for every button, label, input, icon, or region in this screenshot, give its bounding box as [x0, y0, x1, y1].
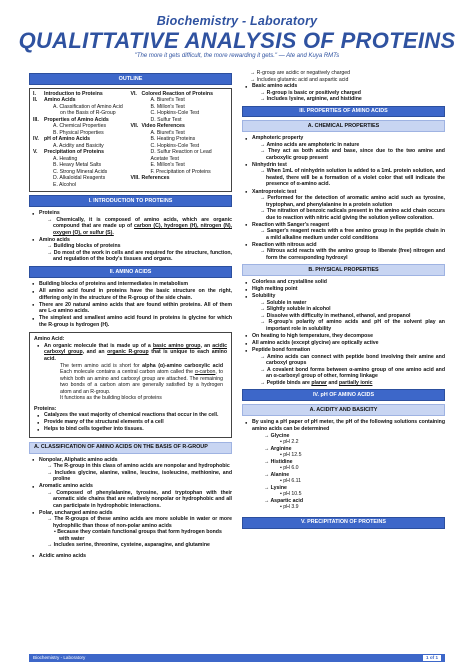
list-item: ● Catalyzes the vast majority of chemical reactions that occur in the cell. [37, 412, 227, 419]
text-underlined: planar [311, 379, 327, 386]
sanger-label: Reaction with Sanger's reagent [252, 221, 330, 228]
point: → Soluble in water [252, 300, 445, 307]
list-item [37, 343, 227, 363]
list-item: ● Helps to bind cells together into tissues. [37, 426, 227, 433]
ph-values [242, 433, 445, 511]
physical-list [242, 279, 445, 386]
outline-title: Introduction to Proteins [44, 90, 103, 97]
point: → The R-group in this class of amino acids are nonpolar and hydrophobic [39, 463, 232, 470]
outline-title: References [141, 175, 170, 182]
amino-acid-definition-box [29, 332, 232, 437]
outline-subitem: E. Alcohol [53, 181, 77, 188]
point: → Composed of phenylalanine, tyrosine, and tryptophan with their aromatic side chains that are relatively nonpolar or hydrophobic and all can participate in hydrophobic interactions. [39, 490, 232, 510]
section-heading-precipitation: V. PRECIPITATION OF PROTEINS [242, 517, 445, 529]
outline-number: VIII. [130, 175, 140, 182]
section-heading-intro: I. INTRODUCTION TO PROTEINS [29, 195, 232, 207]
outline-box [29, 88, 232, 193]
subject-title: Biochemistry - Laboratory [156, 14, 318, 28]
outline-subitem: C. Hopkins-Cole Test [150, 110, 200, 117]
outline-number: II. [33, 97, 38, 104]
ph-amino-acid: → Glycine [242, 433, 445, 440]
header-quote: "The more it gets difficult, the more rewarding it gets." — Ate and Kuya RMTs [134, 52, 340, 59]
amino-acids-point: → Do most of the work in cells and are required for the structure, function, and regulation of the body's tissues and organs. [39, 250, 232, 263]
section-heading-amino-acids: II. AMINO ACIDS [29, 266, 232, 278]
text-bold: 20 natural amino acids [65, 301, 123, 308]
ph-amino-acid: → Lysine [242, 485, 445, 492]
xantroproteic-label: Xantroproteic test [252, 188, 297, 195]
point: → When 1mL of ninhydrin solution is added to a 1mL protein solution, and heated, there will be a formation of a violet color that will indicate the presence of α-amino acid. [252, 168, 445, 188]
outline-heading: OUTLINE [29, 73, 232, 85]
amino-acids-label: Amino acids [39, 236, 70, 243]
text-bold: glycine [188, 315, 207, 322]
text: , to which both an amino and carboxyl group are attached. The remaining two bonds of a carbon atom are generally satisfied by a hydrogen atom and an R-group. [60, 369, 223, 395]
page-number: 1 of 1 [423, 655, 441, 661]
outline-subitem: D. Sulfur Test [150, 116, 182, 123]
outline-subitem: A. Biuret's Test [150, 97, 185, 104]
outline-title: Colored Reaction of Proteins [141, 90, 213, 97]
list-item: ● On heating to high temperature, they decompose [245, 333, 445, 340]
right-column [242, 70, 445, 560]
list-item [245, 189, 445, 222]
ph-amino-acid: → Alanine [242, 472, 445, 479]
outline-number: IV. [33, 136, 39, 143]
ph-amino-acid: → Arginine [242, 446, 445, 453]
outline-subitem: A. Heating [53, 155, 78, 162]
outline-subitem: A. Acidity and Basicity [53, 142, 104, 149]
proteins-label: Proteins [39, 210, 60, 217]
text-bold: alpha (α)-amino carboxylic acid [142, 362, 223, 369]
point: → Dissolve with difficulty in methanol, ethanol, and propanol [252, 313, 445, 320]
text: The simplest and smallest amino acid found in proteins is [39, 315, 189, 322]
text-underlined: partially ionic [339, 379, 373, 386]
nonpolar-label: Nonpolar, Aliphatic amino acids [39, 456, 118, 463]
point [252, 380, 445, 387]
text-underlined: α-carbon [194, 369, 216, 376]
point: → Amino acids are amphoteric in nature [252, 142, 445, 149]
outline-subitem: B. Heating Proteins [150, 136, 196, 143]
point: → Nitrous acid reacts with the amino group to liberate (free) nitrogen and form the corresponding hydroxyl [252, 248, 445, 261]
acidic-label: Acidic amino acids [39, 552, 86, 559]
sub-point: ▪ Because they contain functional groups that form hydrogen bonds with water [39, 529, 232, 542]
polar-label: Polar, uncharged amino acids [39, 509, 113, 516]
point: → Amino acids can connect with peptide bond involving their amine and carboxyl groups [252, 354, 445, 367]
outline-subitem: E. Millon's Test [150, 162, 185, 169]
box-proteins-title: Proteins: [34, 405, 57, 412]
ph-amino-acid: → Aspartic acid [242, 498, 445, 505]
outline-subitem: on the Basis of R-Group [60, 110, 116, 117]
basic-list [242, 83, 445, 103]
outline-title: Video References [141, 123, 185, 130]
point: → R-group is basic or positively charged [252, 90, 445, 97]
proteins-definition [39, 217, 232, 237]
point: → Sanger's reagent reacts with a free amino group in the peptide chain in a mild alkaline medium under cold conditions [252, 228, 445, 241]
text-underlined: organic R-group [107, 349, 149, 356]
text: , and an [82, 349, 108, 356]
amphoteric-label: Amphoteric property [252, 135, 304, 142]
peptide-label: Peptide bond formation [252, 347, 311, 354]
list-item: ● Provide many of the structural elements of a cell [37, 419, 227, 426]
subsection-heading-physical: B. PHYSICAL PROPERTIES [242, 264, 445, 276]
outline-title: Amino Acids [44, 97, 76, 104]
proteins-elements: carbon (C), hydrogen (H), nitrogen (N), oxygen (O), or sulfur (S). [53, 223, 232, 236]
text: for which the R-group is hydrogen (H). [39, 315, 232, 328]
outline-subitem: A. Chemical Properties [53, 123, 107, 130]
text: that are found within proteins. All of them are [39, 301, 232, 315]
text: An organic molecule that is made up of a [44, 342, 153, 349]
list-item [32, 315, 232, 328]
list-item [32, 483, 232, 509]
list-item [32, 510, 232, 549]
point: → Includes lysine, arginine, and histidine [252, 96, 445, 103]
outline-subitem: A. Biuret's Test [150, 129, 185, 136]
list-item [245, 135, 445, 161]
list-item: ● All amino acids (except glycine) are optically active [245, 340, 445, 347]
section-heading-classification: A. CLASSIFICATION OF AMINO ACIDS ON THE BASIS OF R-GROUP [29, 442, 232, 454]
outline-subitem: C. Strong Mineral Acids [53, 168, 108, 175]
page-title: QUALITTATIVE ANALYSIS OF PROTEINS [18, 27, 456, 53]
text: Peptide binds are [266, 379, 312, 386]
point: → Includes glycine, alanine, valine, leucine, isoleucine, methionine, and proline [39, 470, 232, 483]
outline-right-column [131, 91, 229, 189]
list-item [32, 553, 232, 560]
text: There are [39, 301, 66, 308]
outline-subitem: D. Sulfur Reaction or Lead Acetate Test [150, 149, 212, 162]
amino-acids-list [29, 281, 232, 328]
chemical-list [242, 135, 445, 261]
outline-subitem: A. Classification of Amino Acid [53, 103, 123, 110]
ninhydrin-label: Ninhydrin test [252, 161, 287, 168]
box-paragraph [34, 363, 227, 396]
point: → R-group are acidic or negatively charged [242, 70, 445, 77]
list-item [245, 162, 445, 188]
outline-number: V. [33, 149, 38, 156]
outline-title: Properties of Amino Acids [44, 116, 109, 123]
list-item [32, 237, 232, 263]
ph-value: ▪ pH 2.2 [280, 439, 299, 446]
list-item [32, 210, 232, 236]
footer-left-text: Biochemistry - Laboratory [33, 655, 86, 661]
list-item [245, 242, 445, 262]
two-column-body [29, 70, 445, 560]
point: → They act as both acids and base, since due to the two amine and carboxylic group present [252, 148, 445, 161]
subsection-heading-acidity: A. ACIDITY AND BASICITY [242, 404, 445, 416]
ph-amino-acid: → Histidine [242, 459, 445, 466]
ph-list [242, 419, 445, 432]
list-item: ● Colorless and crystalline solid [245, 279, 445, 286]
ph-value: ▪ pH 12.5 [280, 452, 302, 459]
outline-subitem: B. Millon's Test [150, 103, 185, 110]
text: that is unique to each amino acid. [44, 349, 227, 362]
subsection-heading-chemical: A. CHEMICAL PROPERTIES [242, 120, 445, 132]
basic-label: Basic amino acids [252, 83, 298, 89]
text: and [326, 379, 340, 386]
point: → The nitration of benzoic radicals present in the amino acid chain occurs due to reaction with nitric acid giving the solution yellow coloration. [252, 208, 445, 221]
outline-number: I. [33, 90, 36, 97]
text: The term amino acid is short for [60, 362, 143, 369]
box-paragraph: It functions as the building blocks of proteins [60, 395, 162, 402]
intro-list [29, 210, 232, 263]
outline-subitem: D. Alkaloidal Reagents [53, 175, 106, 182]
list-item [245, 83, 445, 103]
list-item [245, 293, 445, 332]
point: → Includes glutamic acid and aspartic acid [242, 77, 445, 84]
list-item: ● By using a pH paper of pH meter, the pH of the following solutions containing amino acids can be determined [245, 419, 445, 432]
outline-subitem: C. Hopkins-Cole Test [150, 142, 200, 149]
point: → A covalent bond forms between α-amino group of one amino acid and an α-carboxyl group of other, forming linkage [252, 367, 445, 380]
point: → Slightly soluble in alcohol [252, 306, 445, 313]
outline-number: III. [33, 116, 39, 123]
text: Each molecule contains a central carbon atom called the [60, 369, 195, 376]
list-item: ● High melting point [245, 286, 445, 293]
text-bold: L-α amino acids. [48, 308, 90, 315]
text: , an [200, 342, 213, 349]
section-heading-ph: IV. pH OF AMINO ACIDS [242, 389, 445, 401]
ph-value: ▪ pH 6.0 [280, 465, 299, 472]
list-item [32, 302, 232, 315]
box-proteins-list [34, 412, 227, 433]
outline-number: VI. [130, 90, 137, 97]
list-item: ● Building blocks of proteins and intermediates in metabolism [32, 281, 232, 288]
page-footer [29, 654, 445, 662]
ph-value: ▪ pH 10.5 [280, 491, 302, 498]
section-heading-properties: III. PROPERTIES OF AMINO ACIDS [242, 106, 445, 118]
point: → R-group's polarity of amino acids and pH of the solvent play an important role in solubility [252, 319, 445, 332]
outline-title: Precipitation of Proteins [44, 149, 104, 156]
outline-title: pH of Amino Acids [44, 136, 91, 143]
left-column [29, 70, 232, 560]
list-item: ● All amino acid found in proteins have the basic structure on the right, differing only in the structure of the R-group of the side chain. [32, 288, 232, 301]
list-item [245, 347, 445, 386]
aromatic-label: Aromatic amino acids [39, 483, 93, 490]
outline-item [131, 175, 229, 182]
box-title: Amino Acid: [34, 336, 65, 343]
ph-value: ▪ pH 6.11 [280, 478, 302, 485]
classification-list [29, 457, 232, 560]
text-underlined: basic amino group [152, 342, 201, 349]
text-underlined: acidic carboxyl group [44, 342, 227, 356]
point: → The R-groups of these amino acids are more soluble in water or more hydrophilic than those of non-polar amino acids [39, 516, 232, 529]
point: → Includes serine, threonine, cysteine, asparagine, and glutamine [39, 542, 232, 549]
solubility-label: Solubility [252, 293, 276, 300]
point: → Performed for the detection of aromatic amino acid such as tyrosine, tryptophan, and phenylalanine in a protein solution [252, 195, 445, 208]
list-item [32, 457, 232, 483]
outline-subitem: B. Heavy Metal Salts [53, 162, 102, 169]
list-item [245, 222, 445, 242]
outline-subitem: F. Precipitation of Proteins [150, 168, 211, 175]
outline-number: VII. [130, 123, 139, 130]
outline-left-column [33, 91, 131, 189]
nitrous-label: Reaction with nitrous acid [252, 241, 317, 248]
proteins-definition-text: Chemically, it is composed of amino acids, which are organic compound that are made up of [53, 216, 232, 230]
box-list [34, 343, 227, 363]
amino-acids-point: → Building blocks of proteins [39, 243, 232, 250]
outline-subitem: B. Physical Properties [53, 129, 104, 136]
ph-value: ▪ pH 3.9 [280, 504, 299, 511]
page-header [0, 0, 474, 60]
